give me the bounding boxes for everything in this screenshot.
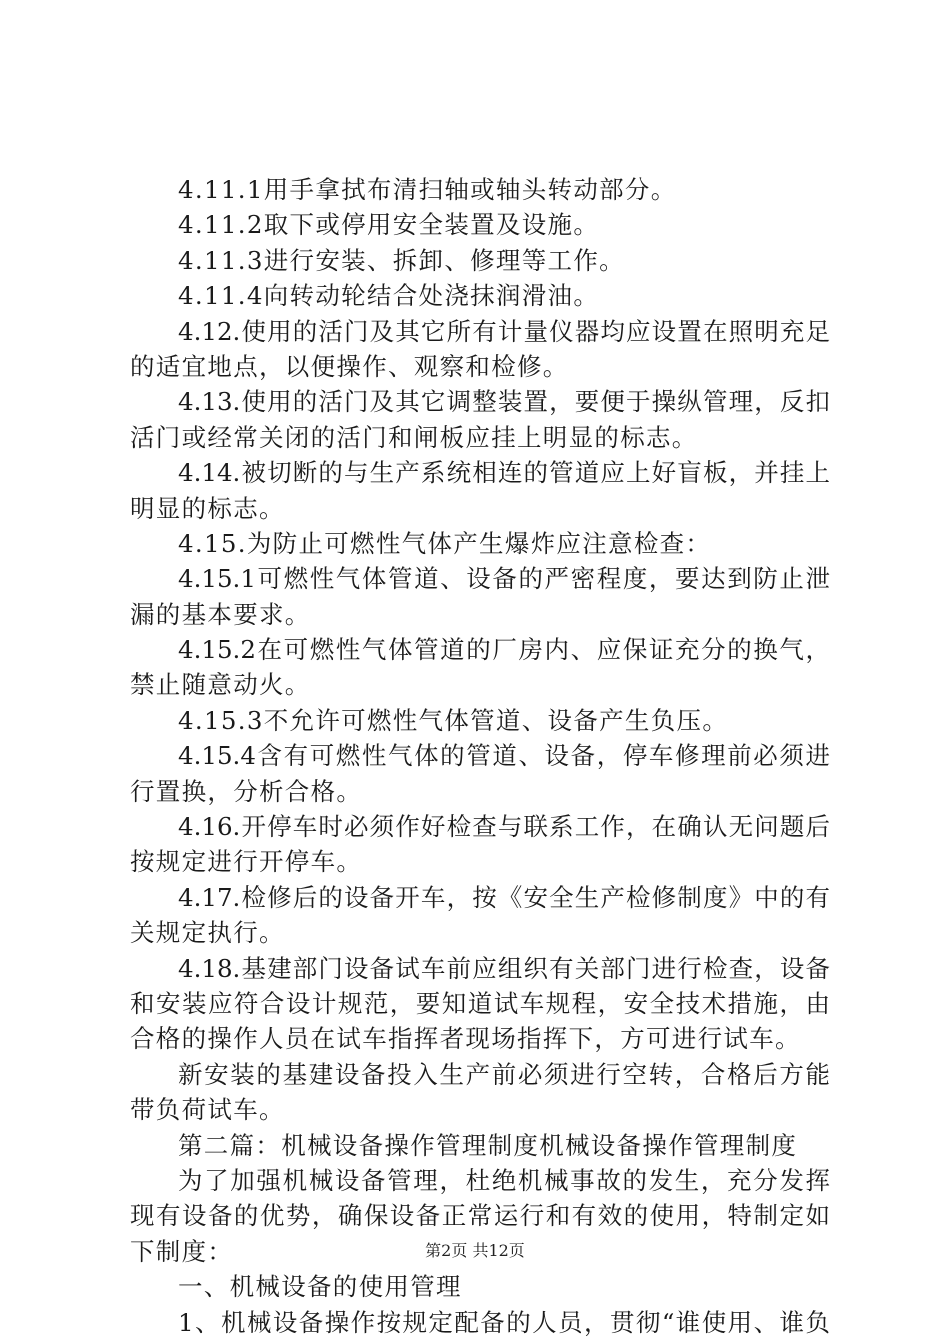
text-line: 带负荷试车。	[130, 1095, 285, 1125]
text-line: 4.15.2在可燃性气体管道的厂房内、应保证充分的换气，	[178, 635, 830, 665]
text-line: 4.11.1用手拿拭布清扫轴或轴头转动部分。	[178, 175, 677, 204]
text-line: 为了加强机械设备管理，杜绝机械事故的发生，充分发挥	[178, 1165, 830, 1195]
text-line: 漏的基本要求。	[130, 599, 311, 629]
text-line: 第二篇：机械设备操作管理制度机械设备操作管理制度	[178, 1130, 798, 1160]
text-line: 4.11.2取下或停用安全装置及设施。	[178, 210, 600, 240]
text-line: 现有设备的优势，确保设备正常运行和有效的使用，特制定如	[130, 1201, 830, 1231]
document-body	[130, 172, 830, 1340]
text-line: 新安装的基建设备投入生产前必须进行空转，合格后方能	[178, 1059, 830, 1089]
text-line: 4.14.被切断的与生产系统相连的管道应上好盲板，并挂上	[178, 458, 830, 488]
page-footer: 第2页 共12页	[425, 1241, 525, 1260]
text-line: 4.12.使用的活门及其它所有计量仪器均应设置在照明充足	[178, 316, 830, 346]
text-line: 合格的操作人员在试车指挥者现场指挥下，方可进行试车。	[130, 1024, 801, 1054]
text-line: 4.11.4向转动轮结合处浇抹润滑油。	[178, 281, 600, 311]
text-line: 4.11.3进行安装、拆卸、修理等工作。	[178, 245, 625, 275]
text-line: 4.15.为防止可燃性气体产生爆炸应注意检查：	[178, 528, 712, 558]
text-line: 活门或经常关闭的活门和闸板应挂上明显的标志。	[130, 422, 698, 452]
text-line: 4.13.使用的活门及其它调整装置，要便于操纵管理，反扣	[178, 387, 830, 417]
text-line: 和安装应符合设计规范，要知道试车规程，安全技术措施，由	[130, 988, 830, 1018]
text-line: 下制度：	[130, 1236, 234, 1266]
text-line: 1、机械设备操作按规定配备的人员，贯彻“谁使用、谁负	[178, 1307, 830, 1337]
text-line: 关规定执行。	[130, 918, 285, 948]
text-line: 4.16.开停车时必须作好检查与联系工作，在确认无问题后	[178, 812, 830, 842]
text-line: 禁止随意动火。	[130, 670, 311, 700]
text-line: 4.17.检修后的设备开车，按《安全生产检修制度》中的有	[178, 882, 830, 912]
text-line: 行置换，分析合格。	[130, 776, 363, 806]
text-line: 4.18.基建部门设备试车前应组织有关部门进行检查，设备	[178, 953, 830, 983]
text-line: 一、机械设备的使用管理	[178, 1272, 462, 1302]
text-line: 的适宜地点，以便操作、观察和检修。	[130, 351, 569, 381]
text-line: 4.15.4含有可燃性气体的管道、设备，停车修理前必须进	[178, 741, 830, 771]
text-line: 4.15.3不允许可燃性气体管道、设备产生负压。	[178, 705, 729, 735]
text-line: 4.15.1可燃性气体管道、设备的严密程度，要达到防止泄	[178, 564, 830, 594]
text-line: 明显的标志。	[130, 493, 285, 523]
text-line: 按规定进行开停车。	[130, 847, 363, 877]
